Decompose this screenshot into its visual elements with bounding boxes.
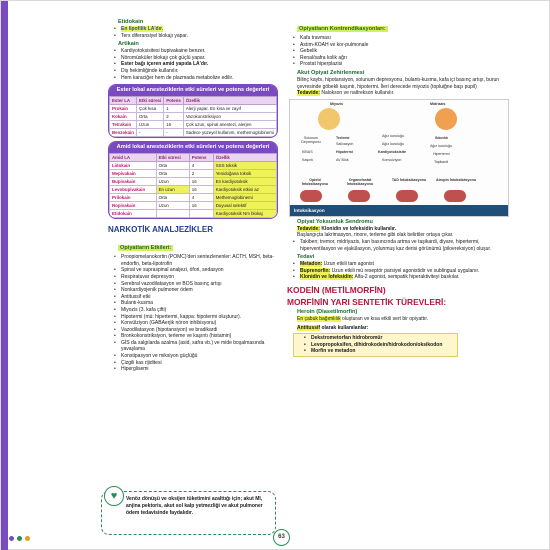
list-item: • Hipotermi (mü: hipertermi, kappa: hipotermi oluşturur).	[104, 314, 274, 321]
fig-label: Midriazis	[430, 101, 446, 106]
col-header: Potens	[164, 97, 184, 105]
ester-table	[109, 96, 277, 137]
list-item: • Morfin ve metadon	[294, 348, 457, 355]
list-item: • Kardiyotoksisitesi bupivakaine benzer.	[104, 48, 274, 55]
artikain-heading: Artikain	[118, 41, 139, 48]
table-header-row	[110, 154, 277, 162]
col-header: Etki süresi	[136, 97, 163, 105]
list-item: • Spinal ve supraspinal analjezi, öfori, sedasyon	[104, 267, 274, 274]
list-item: • Klonidin ve lofeksidin: Alfa-2 agonist, sempatik hiperaktiviteyi baskılar.	[283, 274, 511, 281]
list-item: • Dekstrometorfan hidrobromür	[294, 335, 457, 342]
list-item: • Renal/safra kolik ağrı	[283, 55, 511, 62]
antitussif-list	[294, 335, 457, 355]
fig-label: Terleme	[336, 135, 350, 140]
list-item: • Metadon: Uzun etkili tam agonist	[283, 261, 511, 268]
patient-icon	[300, 190, 322, 202]
list-item: • Vazodilatasyon (hipotansiyon) ve bradikardi	[104, 327, 274, 334]
list-item: • Buprenorfin: Uzun etkili mü reseptör parsiyel agonistidir ve sublingual uygulanır.	[283, 268, 511, 275]
col-header: Etki süresi	[156, 154, 189, 162]
amid-table-box	[108, 141, 278, 219]
list-item: • Çizgili kas rijiditesi	[104, 360, 274, 367]
fig-label: Organofosfat İntoksikasyonu	[346, 177, 374, 186]
decor-dot	[25, 536, 30, 541]
fig-label: Hipotermi	[336, 149, 353, 154]
list-item: • Respiratuvar depresyon	[104, 274, 274, 281]
page-number: 63	[273, 529, 290, 546]
morfin-title: MORFİNİN YARI SENTETİK TÜREVLERİ:	[287, 296, 447, 307]
opiyat-etki-heading: Opiyatların Etkileri:	[120, 245, 172, 252]
fig-label: Miyozis	[330, 101, 343, 106]
list-item: • Bulantı-kusma	[104, 300, 274, 307]
list-item: • Levopropoksifen, dihidrokodein/hidrokodon/oksikodon	[294, 342, 457, 349]
decor-dot	[17, 536, 22, 541]
fig-label: Opioid İntoksikasyonu	[301, 177, 329, 186]
list-item: • Nöromüsküler blokajı çok güçlü yapar.	[104, 55, 274, 62]
fig-label: Kardiyotoksisite	[378, 149, 406, 154]
col-header: Ester LA	[110, 97, 137, 105]
list-item: • Miyozis (3. kafa çifti)	[104, 307, 274, 314]
list-item: • Prostat hiperplazisi	[283, 61, 511, 68]
list-item: • Ester bağı içeren amid yapıda LA'dır.	[104, 61, 274, 68]
akut-text: Bilinç kaybı, hipotansiyon, solunum depresyonu, bulantı-kusma, kafa içi basınç artışı, burun çevresinde göbekli kaşıntı, hipotermi. İleri derecede miyozis (topluiğne başı pupil)	[297, 76, 500, 90]
table-header-row	[110, 97, 277, 105]
table-row: Benzokain - - Sadece yüzeyel kullanım, methemoglobinemi	[110, 129, 277, 137]
list-item: • Konvülziyon (GABAerjik nöron inhibisyonu)	[104, 320, 274, 327]
fig-label: Ağız kuruluğu	[382, 133, 404, 138]
table-row: Mepivakain Orta 2 Yenidoğana toksik	[110, 170, 277, 178]
fig-label: Salivasyon	[336, 141, 354, 146]
eye-icon	[435, 108, 457, 130]
amid-table	[109, 153, 277, 218]
kontrendike-heading: Opiyatların Kontrendikasyonları:	[299, 26, 386, 32]
list-item: • Astım-KOAH ve kor-pulmonale	[283, 42, 511, 49]
patient-icon	[444, 190, 466, 202]
amid-table-title: Amid lokal anesteziklerin etki süreleri ve potens değerleri	[109, 142, 277, 153]
list-item: • Hem karaciğer hem de plazmada metabolize edilir.	[104, 75, 274, 82]
tedavi3-list	[283, 261, 511, 281]
tip-box	[101, 491, 276, 535]
fig-label: TAD İntoksikasyonu	[391, 177, 427, 182]
table-row: Bupivakain Uzun 16 En kardiyotoksik	[110, 178, 277, 186]
col-header: Özellik	[183, 97, 276, 105]
table-row: Tetrakain Uzun 16 Çok uzun, spinal anestezi, alerjen	[110, 121, 277, 129]
list-item: • Ters diferansiyel blokajı yapar.	[104, 33, 274, 40]
table-row: Lidokain Orta 4 SSS toksik	[110, 162, 277, 170]
table-row: Kokain Orta 2 Vazokonstriksiyon	[110, 113, 277, 121]
tip-text: Venöz dönüşü ve oksijen tüketimini azalttığı için; akut MI, anjina pektoris, akut sol kalp yetmezliği ve akut pulmoner ödem tedavisinde faydalıdır.	[126, 496, 263, 516]
opiyat-etki-list	[104, 254, 274, 373]
col-header: Özellik	[213, 154, 276, 162]
kodein-title: KODEİN (METİLMORFİN)	[287, 284, 386, 295]
tedavi3-heading: Tedavi	[297, 254, 315, 261]
heroin-text: En çabuk bağımlılık oluşturan ve kısa etkili sert bir opiyattır.	[297, 315, 429, 322]
list-item: • Bronkokonstriksiyon, terleme ve kaşıntı (histamin)	[104, 333, 274, 340]
table-row: Ropivakain Uzun 16 Duyusal selektif	[110, 202, 277, 210]
decor-dot	[9, 536, 14, 541]
fig-label: KİBAS	[302, 149, 313, 154]
col-header: Potens	[189, 154, 213, 162]
list-item: • Hiperglisemi	[104, 366, 274, 373]
etidokain-list	[104, 26, 274, 39]
list-item: • Diş hekimliğinde kullanılır.	[104, 68, 274, 75]
list-item: • En lipofilik LA'dır.	[104, 26, 274, 33]
figure-caption-bar: İntoksikasyon	[290, 205, 508, 216]
artikain-list	[104, 48, 274, 81]
table-row: Prokain Çok kısa 1 Alerji yapar. En kısa ve zayıf	[110, 105, 277, 113]
patient-icon	[348, 190, 370, 202]
list-item: • Serebral vazodilatasyon ve BOS basınç artışı	[104, 281, 274, 288]
table-row: Prilokain Orta 4 Methemoglobinemi	[110, 194, 277, 202]
yoksunluk-text: Başlangıçta lakrimasyon, rinore, terleme gibi olak belirtiler ortaya çıkar.	[297, 232, 454, 239]
table-row: Etidokain Kardiyotoksik Nm blokaj	[110, 210, 277, 218]
fig-label: Taşikardi	[434, 159, 449, 164]
left-decor-strip	[1, 1, 8, 550]
fig-label: Atropin İntoksikasyonu	[436, 177, 476, 182]
fig-label: Solunum Depresyonu	[301, 135, 321, 144]
eye-icon	[318, 108, 340, 130]
list-item: • Antitussif etki	[104, 294, 274, 301]
list-item: • Proopiomelanokortin (POMC)'den sentezlenenler: ACTH, MSH, beta-endorfin, beta-lipotrofin	[104, 254, 274, 267]
akut-heading: Akut Opiyat Zehirlenmesi	[297, 69, 365, 76]
kontrendike-list	[283, 35, 511, 68]
ester-table-box	[108, 84, 278, 138]
heart-hand-icon: ♥	[104, 486, 124, 506]
tedavi1: Tedavide: Nalokson ve naltrekson kullanılır.	[297, 90, 395, 97]
ester-table-title: Ester lokal anesteziklerin etki süreleri ve potens değerleri	[109, 85, 277, 96]
table-row: Levobupivakain En uzun 16 Kardiyotoksik etkisi az	[110, 186, 277, 194]
antitussif-line: Antitussif olarak kullanılanlar:	[297, 324, 369, 331]
fig-label: Hipertermi	[433, 151, 450, 156]
fig-label: Sıkıntılı	[435, 135, 448, 140]
fig-label: Ağız kuruluğu	[382, 141, 404, 146]
list-item: • GİS da salgılarda azalma (asid, safra vb.) ve mide boşalmasında yavaşlama	[104, 340, 274, 353]
tedavi2: Tedavide: Klonidin ve lofeksidin kullanılır.	[297, 225, 397, 232]
list-item: • Konstipasyon ve miksiyon güçlüğü	[104, 353, 274, 360]
narkotik-title: NARKOTİK ANALJEZİKLER	[108, 225, 214, 235]
fig-label: Kaşıntı	[302, 157, 314, 162]
fig-label: AV Blok	[336, 157, 349, 162]
yoksunluk-heading: Opiyat Yoksunluk Sendromu	[297, 218, 373, 225]
antitussif-box	[293, 333, 458, 357]
yoksunluk-list	[283, 239, 511, 252]
left-column	[104, 17, 274, 373]
heroin-heading: Heroin (Diasetilmorfin)	[297, 308, 358, 315]
fig-label: Ağız kuruluğu	[430, 143, 452, 148]
right-column	[283, 17, 511, 357]
patient-icon	[396, 190, 418, 202]
list-item: • Nonkardiyojenik pulmoner ödem	[104, 287, 274, 294]
etidokain-heading: Etidokain	[118, 19, 144, 25]
list-item: • Gebelik	[283, 48, 511, 55]
col-header: Amid LA	[110, 154, 157, 162]
list-item: • Kafa travması	[283, 35, 511, 42]
list-item: • Takiben; tremor, midriyazis, kan basıncında artma ve taşikardi, diyare, hipertermi, hiperventilasyon ve ejakülasyon, yolunmuş kaz derisi görünümü (piloereksiyon) oluşur.	[283, 239, 511, 252]
intoxication-figure	[289, 99, 509, 217]
fig-label: Konvulziyon	[382, 157, 402, 162]
